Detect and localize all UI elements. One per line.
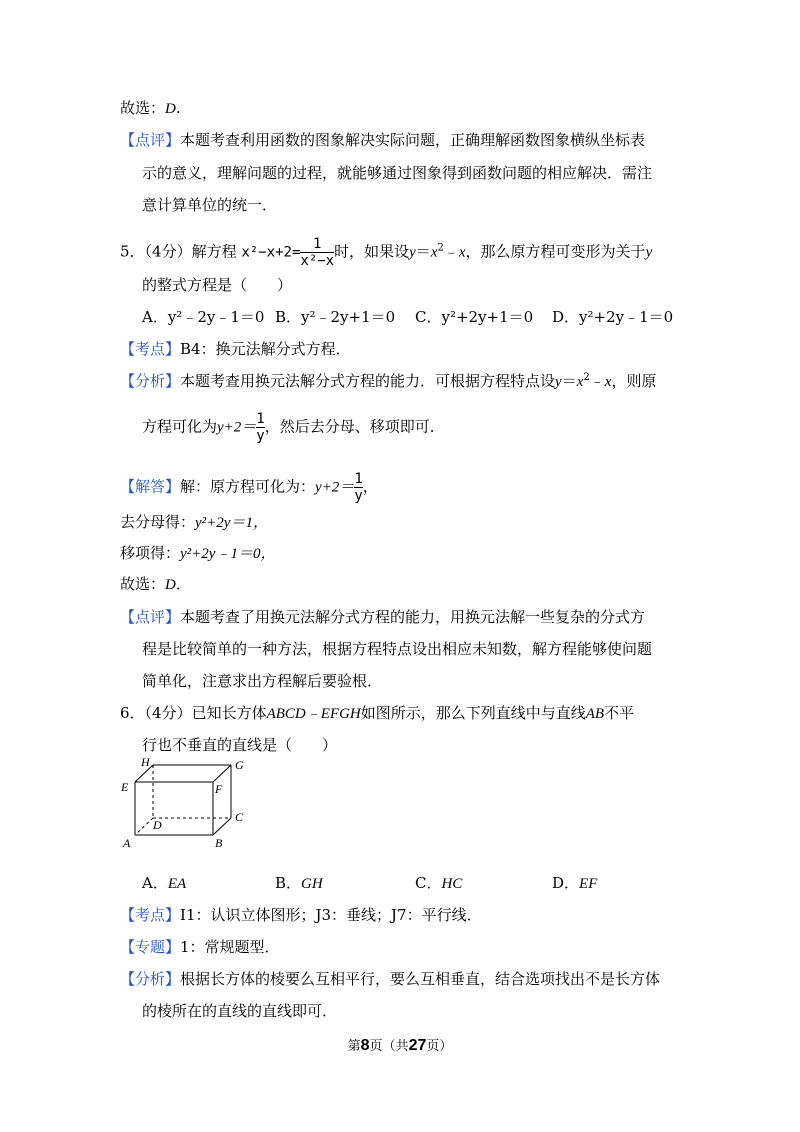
vertex-label-f: F (215, 782, 223, 796)
q5-answer: 故选：D． (120, 575, 191, 593)
p4-answer: 故选：D. (120, 99, 181, 117)
q6-fenxi-line-1: 【分析】根据长方体的棱要么互相平行，要么互相垂直，结合选项找出不是长方体 (120, 970, 661, 988)
q6-stem-line-1: 6．（4分）已知长方体ABCD﹣EFGH如图所示，那么下列直线中与直线AB不平 (120, 704, 635, 722)
q5-option-b: B．y²﹣2y+1＝0 (275, 308, 396, 326)
q5-fenxi-line-2: 方程可化为y+2＝ $\frac{1}{y}$ ，然后去分母、移项即可． (142, 411, 445, 444)
q6-stem-line-2: 行也不垂直的直线是（ ） (142, 736, 338, 754)
q6-option-d: D．EF (552, 874, 598, 892)
p4-comment-line-3: 意计算单位的统一． (142, 196, 278, 214)
vertex-label-b: B (215, 836, 223, 850)
q5-equation-fraction: $\frac{1}{\text{x²−x}}$ (300, 236, 335, 269)
page-footer: 第8页（共27页） (347, 1037, 453, 1054)
p4-comment-line-2: 示的意义，理解问题的过程，就能够通过图象得到函数问题的相应解决．需注 (142, 164, 653, 182)
q6-zhuanti: 【专题】1：常规题型． (120, 938, 280, 956)
vertex-label-g: G (235, 758, 244, 772)
q5-step-2: 移项得：y²+2y﹣1＝0， (120, 544, 276, 562)
q6-option-b: B．GH (275, 874, 323, 892)
q5-option-a: A．y²﹣2y﹣1＝0 (142, 308, 265, 326)
edge-gf (213, 765, 231, 782)
fraction-1-over-y: $\frac{1}{y}$ (256, 411, 265, 444)
edge-da (135, 818, 153, 835)
q5-jieda: 【解答】解：原方程可化为：y+2＝ $\frac{1}{y}$ ， (120, 471, 378, 504)
q5-option-c: C．y²+2y+1＝0 (415, 308, 534, 326)
q5-stem-line-2: 的整式方程是（ ） (142, 276, 293, 294)
q6-option-a: A．EA (142, 874, 187, 892)
q5-step-1: 去分母得：y²+2y＝1， (120, 513, 268, 531)
vertex-label-c: C (235, 810, 244, 824)
q5-fenxi-line-1: 【分析】本题考查用换元法解分式方程的能力．可根据方程特点设$y=x^2﹣x$，则原 (120, 372, 657, 390)
vertex-label-h: H (141, 755, 150, 769)
comment-tag: 【点评】 (120, 131, 181, 149)
q6-fenxi-line-2: 的棱所在的直线的直线即可． (142, 1002, 338, 1020)
cuboid-figure (115, 755, 255, 855)
q5-comment-line-1: 【点评】本题考查了用换元法解分式方程的能力，用换元法解一些复杂的分式方 (120, 608, 646, 626)
p4-comment-line-1: 【点评】本题考查利用函数的图象解决实际问题，正确理解函数图象横纵坐标表 (120, 131, 646, 149)
vertex-label-e: E (121, 780, 129, 794)
q6-kaodian: 【考点】I1：认识立体图形；J3：垂线；J7：平行线． (120, 906, 482, 924)
q5-stem-line-1: 5．（4分）解方程 x²−x+2= $\frac{1}{\text{x²−x}}$ 时，如果设$y=x^2﹣x$，那么原方程可变形为关于y (120, 236, 653, 269)
q5-comment-line-2: 程是比较简单的一种方法，根据方程特点设出相应未知数，解方程能够使问题 (142, 640, 653, 658)
q6-option-c: C．HC (415, 874, 463, 892)
q5-option-d: D．y²+2y﹣1＝0 (552, 308, 674, 326)
edge-cb (213, 818, 231, 835)
q5-kaodian: 【考点】B4：换元法解分式方程． (120, 340, 351, 358)
fraction-1-over-y-2: $\frac{1}{y}$ (354, 471, 363, 504)
vertex-label-d: D (153, 818, 162, 832)
vertex-label-a: A (123, 836, 131, 850)
q5-comment-line-3: 简单化，注意求出方程解后要验根． (142, 672, 383, 690)
